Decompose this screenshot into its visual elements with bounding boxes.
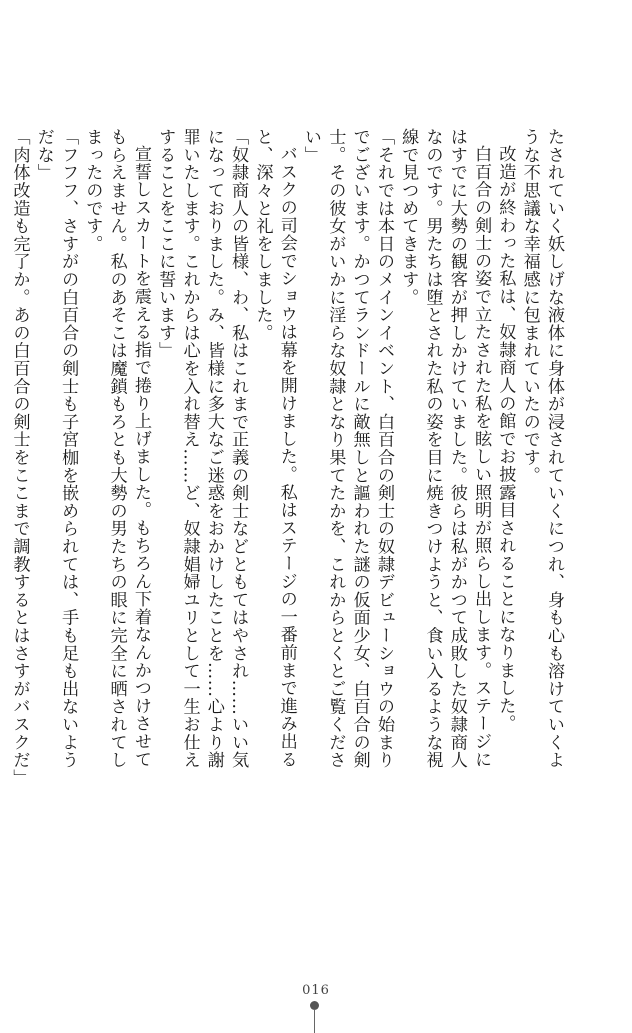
page-number: 016 [302,983,330,998]
paragraph: 白百合の剣士の姿で立たされた私を眩しい照明が照らし出します。ステージにはすでに大勢の観客が押しかけていました。彼らは私がかつて成敗した奴隷商人なのです。男たちは堕とされた私の姿を目に焼きつけようと、食い入るような視線で見つめてきます。 [398,128,492,769]
vertical-text-body [9,128,566,787]
paragraph: 改造が終わった私は、奴隷商人の館でお披露目されることになりました。 [495,145,516,733]
paragraph: 宣誓しスカートを震える指で捲り上げました。もちろん下着なんかつけさせてもらえません。私のあそこは魔鎖もろとも大勢の男たちの眼に完全に晒されてしまったのです。 [82,128,151,769]
paragraph: 「奴隷商人の皆様、わ、私はこれまで正義の剣士などともてはやされ……いい気になっておりました。み、皆様に多大なご迷惑をおかけしたことを……心より謝罪いたします。これからは心を入れ替え……ど、奴隷娼婦ユリとして一生お仕えすることをここに誓います」 [155,128,249,769]
paragraph: たされていく妖しげな液体に身体が浸されていくにつれ、身も心も溶けていくような不思議な幸福感に包まれていたのです。 [519,128,564,769]
paragraph: 「肉体改造も完了か。あの白百合の剣士をここまで調教するとはさすがバスクだ」 [9,128,30,787]
paragraph: 「それでは本日のメインイベント、白百合の剣士の奴隷デビューショウの始まりでございます。かつてランドールに敵無しと謳われた謎の仮面少女、白百合の剣士。その彼女がいかに淫らな奴隷となり果てたかを、これからとくとご覧ください」 [301,128,394,769]
page-marker-line [314,1009,315,1033]
paragraph: 「フフフ、さすがの白百合の剣士も子宮枷を嵌められては、手も足も出ないようだな」 [33,128,79,769]
paragraph: バスクの司会でショウは幕を開けました。私はステージの一番前まで進み出ると、深々と礼をしました。 [252,128,297,769]
